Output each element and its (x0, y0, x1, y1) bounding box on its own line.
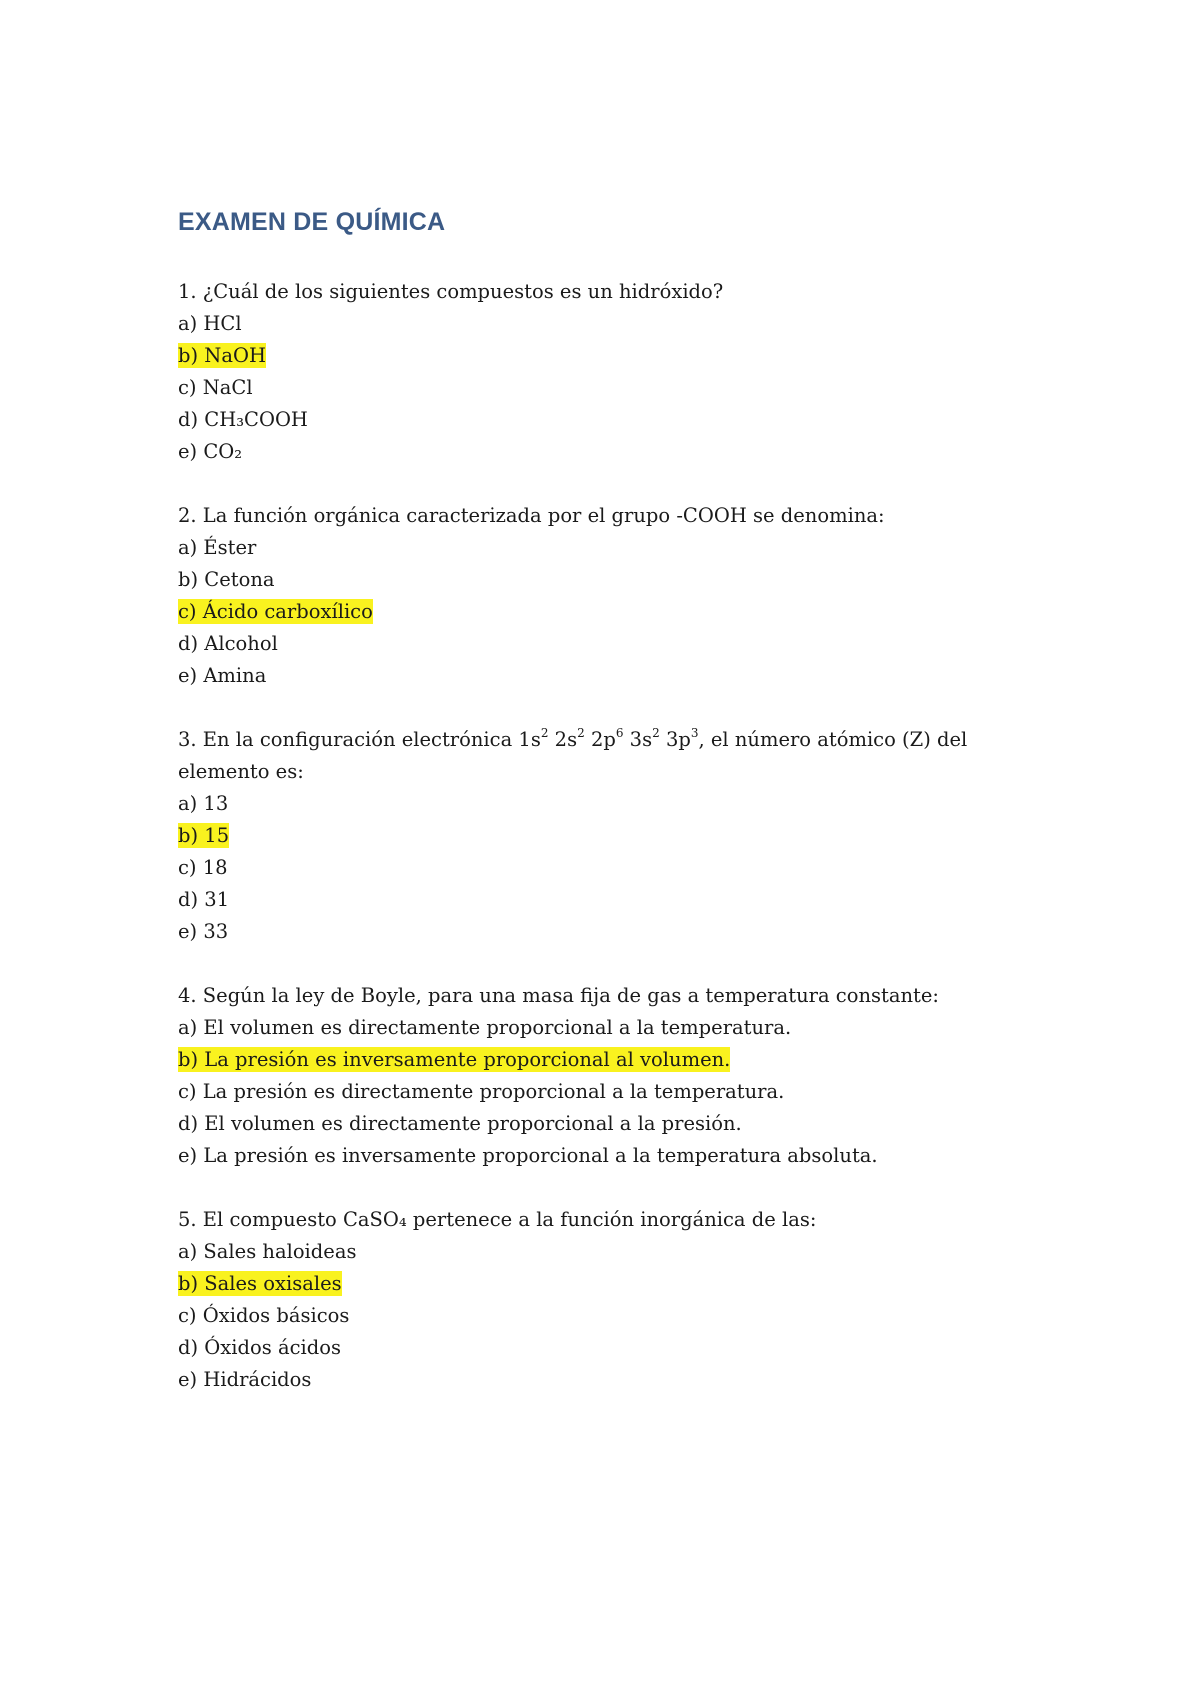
option-b (178, 1268, 1038, 1300)
option-d: d) El volumen es directamente proporcional a la presión. (178, 1112, 742, 1135)
option-c: c) NaCl (178, 376, 253, 399)
option-c: c) La presión es directamente proporcional a la temperatura. (178, 1080, 785, 1103)
option-b (178, 820, 1038, 852)
question-stem: 4. Según la ley de Boyle, para una masa fija de gas a temperatura constante: (178, 984, 939, 1007)
option-c: c) 18 (178, 856, 228, 879)
option-a: a) HCl (178, 312, 242, 335)
option-d: d) Óxidos ácidos (178, 1336, 341, 1359)
exam-title: EXAMEN DE QUÍMICA (178, 208, 446, 236)
question-stem: 3. En la configuración electrónica $1s^2$ $2s^2$ $2p^6$ $3s^2$ $3p^3$, el número atómico (Z) del elemento es: (178, 726, 968, 783)
highlighted-answer: b) Sales oxisales (178, 1272, 342, 1295)
option-e: e) Hidrácidos (178, 1368, 312, 1391)
option-a: a) Sales haloideas (178, 1240, 357, 1263)
question-stem: 5. El compuesto CaSO₄ pertenece a la función inorgánica de las: (178, 1208, 817, 1231)
question-4 (178, 980, 1038, 1172)
option-e: e) La presión es inversamente proporcional a la temperatura absoluta. (178, 1144, 878, 1167)
highlighted-answer: b) NaOH (178, 344, 266, 367)
question-3 (178, 724, 1038, 948)
highlighted-answer: b) La presión es inversamente proporcional al volumen. (178, 1048, 731, 1071)
option-b (178, 340, 1038, 372)
option-a: a) El volumen es directamente proporcional a la temperatura. (178, 1016, 792, 1039)
question-5 (178, 1204, 1038, 1396)
question-stem: 2. La función orgánica caracterizada por el grupo -COOH se denomina: (178, 504, 885, 527)
option-c: c) Óxidos básicos (178, 1304, 350, 1327)
option-d: d) 31 (178, 888, 230, 911)
option-d: d) Alcohol (178, 632, 278, 655)
option-e: e) CO₂ (178, 440, 243, 463)
highlighted-answer: c) Ácido carboxílico (178, 600, 373, 623)
electron-configuration: $1s^2$ $2s^2$ $2p^6$ $3s^2$ $3p^3$ (518, 726, 699, 751)
option-d: d) CH₃COOH (178, 408, 308, 431)
highlighted-answer: b) 15 (178, 824, 230, 847)
option-e: e) Amina (178, 664, 267, 687)
option-c (178, 596, 1038, 628)
option-e: e) 33 (178, 920, 229, 943)
question-2 (178, 500, 1038, 692)
option-a: a) Éster (178, 536, 257, 559)
question-1 (178, 276, 1038, 468)
question-list (178, 276, 1038, 1428)
question-stem: 1. ¿Cuál de los siguientes compuestos es un hidróxido? (178, 280, 724, 303)
option-b (178, 1044, 1038, 1076)
option-a: a) 13 (178, 792, 229, 815)
option-b: b) Cetona (178, 568, 275, 591)
